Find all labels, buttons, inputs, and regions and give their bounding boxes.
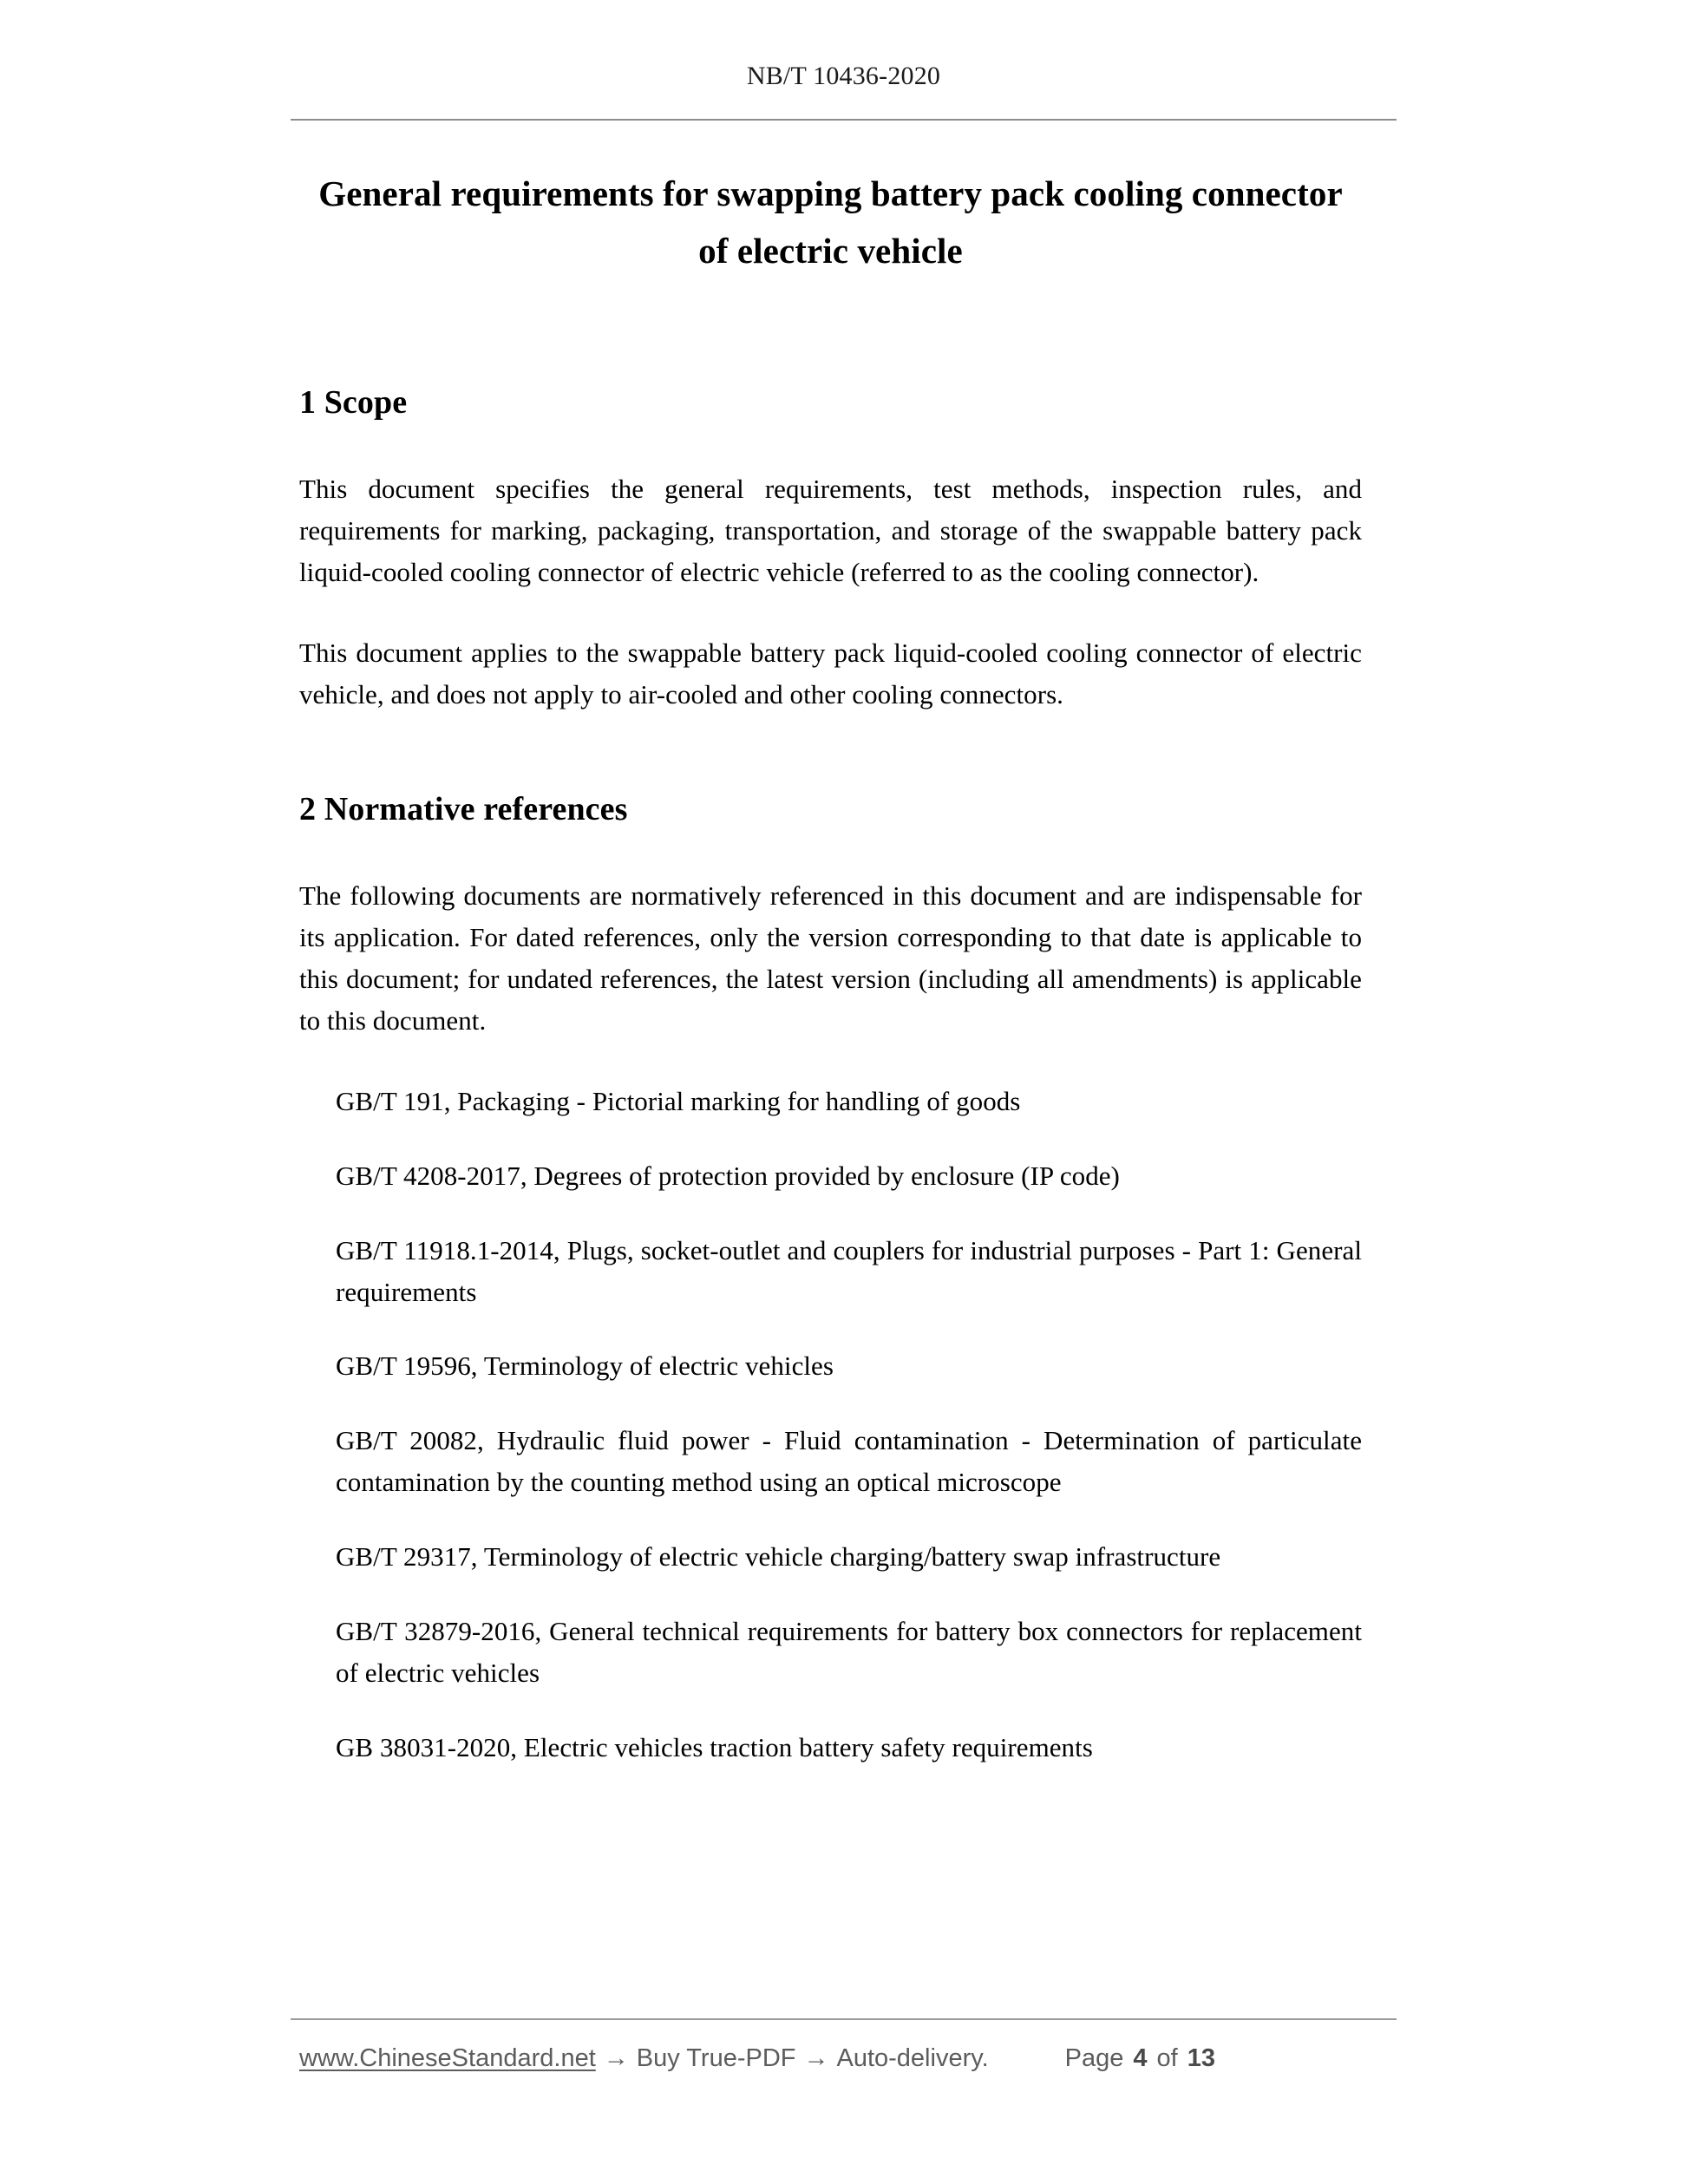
header-divider	[291, 119, 1397, 121]
current-page-number: 4	[1133, 2044, 1148, 2072]
reference-item: GB/T 191, Packaging - Pictorial marking for handling of goods	[336, 1085, 1021, 1116]
reference-item: GB/T 32879-2016, General technical requirements for battery box connectors for replacement of electric vehicles	[336, 1615, 1362, 1688]
reference-item: GB/T 4208-2017, Degrees of protection provided by enclosure (IP code)	[336, 1160, 1120, 1191]
page-header	[291, 61, 1397, 92]
reference-item: GB/T 29317, Terminology of electric vehicle charging/battery swap infrastructure	[336, 1541, 1221, 1573]
reference-item: GB 38031-2020, Electric vehicles traction battery safety requirements	[336, 1731, 1093, 1762]
document-title: General requirements for swapping battery pack cooling connector of electric vehicle	[318, 173, 1343, 271]
footer-promo	[299, 2044, 989, 2073]
scope-paragraph-2: This document applies to the swappable battery pack liquid-cooled cooling connector of electric vehicle, and does not apply to air-cooled and other cooling connectors.	[299, 637, 1362, 709]
arrow-right-icon: →	[603, 2044, 629, 2072]
page-indicator	[1065, 2044, 1215, 2073]
footer-promo-text-1: Buy True-PDF	[636, 2044, 796, 2072]
page-footer	[299, 2044, 1397, 2073]
document-body	[299, 165, 1362, 1769]
footer-promo-text-2: Auto-delivery.	[836, 2044, 989, 2072]
reference-item: GB/T 19596, Terminology of electric vehicles	[336, 1350, 834, 1382]
section-heading-scope: 1 Scope	[299, 383, 408, 421]
chinesestandard-link[interactable]: www.ChineseStandard.net	[299, 2044, 596, 2072]
reference-item: GB/T 11918.1-2014, Plugs, socket-outlet and couplers for industrial purposes - Part 1: General requirements	[336, 1234, 1362, 1307]
total-page-count: 13	[1187, 2044, 1215, 2072]
scope-paragraph-1: This document specifies the general requirements, test methods, inspection rules, and requirements for marking, packaging, transportation, and storage of the swappable battery pack liquid-cooled cooling connector of electric vehicle (referred to as the cooling connector).	[299, 474, 1362, 588]
footer-divider	[291, 2018, 1397, 2020]
of-label: of	[1156, 2044, 1178, 2072]
page-label: Page	[1064, 2044, 1124, 2072]
section-heading-normative-references: 2 Normative references	[299, 790, 628, 827]
normative-reference-list	[299, 1042, 1362, 1769]
reference-item: GB/T 20082, Hydraulic fluid power - Fluid contamination - Determination of particulate contamination by the counting method using an optical microscope	[336, 1425, 1362, 1498]
arrow-right-icon: →	[803, 2044, 829, 2072]
standard-code: NB/T 10436-2020	[746, 62, 941, 90]
normative-references-paragraph: The following documents are normatively referenced in this document and are indispensable for its application. For dated references, only the version corresponding to that date is applicable to this document; for undated references, the latest version (including all amendments) is applicable to this document.	[299, 880, 1362, 1036]
